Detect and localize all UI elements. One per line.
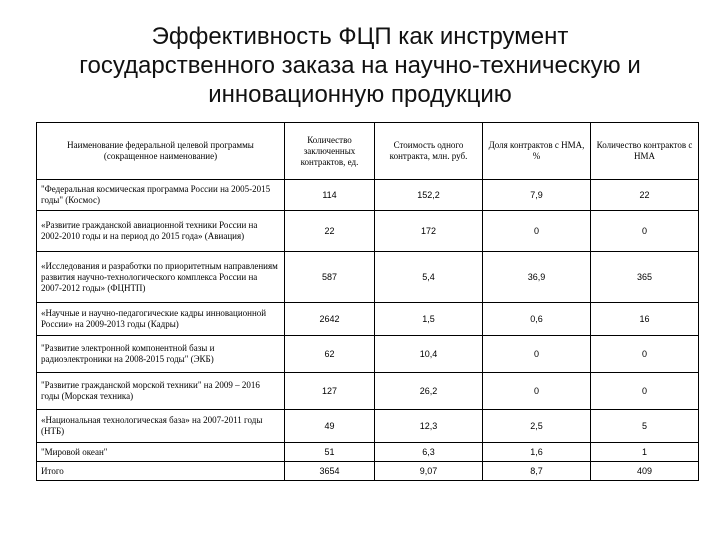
header-program-name: Наименование федеральной целевой программы (сокращенное наименование) (37, 123, 285, 180)
cell-contracts-count: 114 (285, 180, 375, 211)
cell-nma-share: 0 (483, 211, 591, 252)
cell-contracts-count: 22 (285, 211, 375, 252)
cell-program-name: "Развитие электронной компонентной базы и радиоэлектроники на 2008-2015 годы" (ЭКБ) (37, 336, 285, 373)
cell-nma-share: 0 (483, 373, 591, 410)
cell-nma-count: 1 (591, 443, 699, 462)
cell-contracts-count: 127 (285, 373, 375, 410)
cell-contract-cost: 1,5 (375, 303, 483, 336)
cell-contract-cost: 172 (375, 211, 483, 252)
header-contracts-count: Количество заключенных контрактов, ед. (285, 123, 375, 180)
cell-nma-count: 365 (591, 252, 699, 303)
cell-contracts-count: 3654 (285, 462, 375, 481)
table-row (37, 180, 699, 211)
title-line: государственного заказа на научно-техническую и (79, 52, 641, 79)
cell-program-name: "Федеральная космическая программа России на 2005-2015 годы" (Космос) (37, 180, 285, 211)
cell-nma-count: 409 (591, 462, 699, 481)
cell-program-name: «Национальная технологическая база» на 2007-2011 годы (НТБ) (37, 410, 285, 443)
cell-nma-share: 1,6 (483, 443, 591, 462)
cell-program-name: "Развитие гражданской морской техники" на 2009 – 2016 годы (Морская техника) (37, 373, 285, 410)
cell-contracts-count: 51 (285, 443, 375, 462)
table-row (37, 410, 699, 443)
cell-nma-share: 2,5 (483, 410, 591, 443)
cell-contracts-count: 62 (285, 336, 375, 373)
title-line: инновационную продукцию (208, 81, 512, 108)
cell-nma-share: 7,9 (483, 180, 591, 211)
cell-nma-share: 8,7 (483, 462, 591, 481)
header-nma-count: Количество контрактов с НМА (591, 123, 699, 180)
cell-program-name: «Научные и научно-педагогические кадры инновационной России» на 2009-2013 годы (Кадры) (37, 303, 285, 336)
table-row (37, 252, 699, 303)
table-row (37, 303, 699, 336)
cell-contract-cost: 10,4 (375, 336, 483, 373)
cell-nma-count: 16 (591, 303, 699, 336)
title-line: Эффективность ФЦП как инструмент (151, 23, 569, 50)
header-nma-share: Доля контрактов с НМА, % (483, 123, 591, 180)
cell-contract-cost: 5,4 (375, 252, 483, 303)
page-title (0, 22, 720, 109)
header-contract-cost: Стоимость одного контракта, млн. руб. (375, 123, 483, 180)
cell-contracts-count: 49 (285, 410, 375, 443)
cell-contract-cost: 26,2 (375, 373, 483, 410)
cell-contract-cost: 12,3 (375, 410, 483, 443)
cell-nma-count: 5 (591, 410, 699, 443)
cell-contracts-count: 587 (285, 252, 375, 303)
cell-nma-share: 0,6 (483, 303, 591, 336)
table-row (37, 336, 699, 373)
cell-program-name: «Исследования и разработки по приоритетным направлениям развития научно-технологического комплекса России на 2007-2012 годы» (ФЦНТП) (37, 252, 285, 303)
programs-table (36, 122, 699, 481)
table-row (37, 443, 699, 462)
table-total-row (37, 462, 699, 481)
cell-nma-count: 0 (591, 336, 699, 373)
table-row (37, 373, 699, 410)
table-header-row (37, 123, 699, 180)
cell-nma-count: 0 (591, 373, 699, 410)
cell-nma-count: 22 (591, 180, 699, 211)
cell-nma-share: 36,9 (483, 252, 591, 303)
cell-program-name: "Мировой океан" (37, 443, 285, 462)
cell-contract-cost: 152,2 (375, 180, 483, 211)
table-row (37, 211, 699, 252)
cell-nma-share: 0 (483, 336, 591, 373)
cell-nma-count: 0 (591, 211, 699, 252)
cell-contracts-count: 2642 (285, 303, 375, 336)
cell-contract-cost: 9,07 (375, 462, 483, 481)
cell-contract-cost: 6,3 (375, 443, 483, 462)
cell-program-name: Итого (37, 462, 285, 481)
cell-program-name: «Развитие гражданской авиационной техники России на 2002-2010 годы и на период до 2015 года» (Авиация) (37, 211, 285, 252)
